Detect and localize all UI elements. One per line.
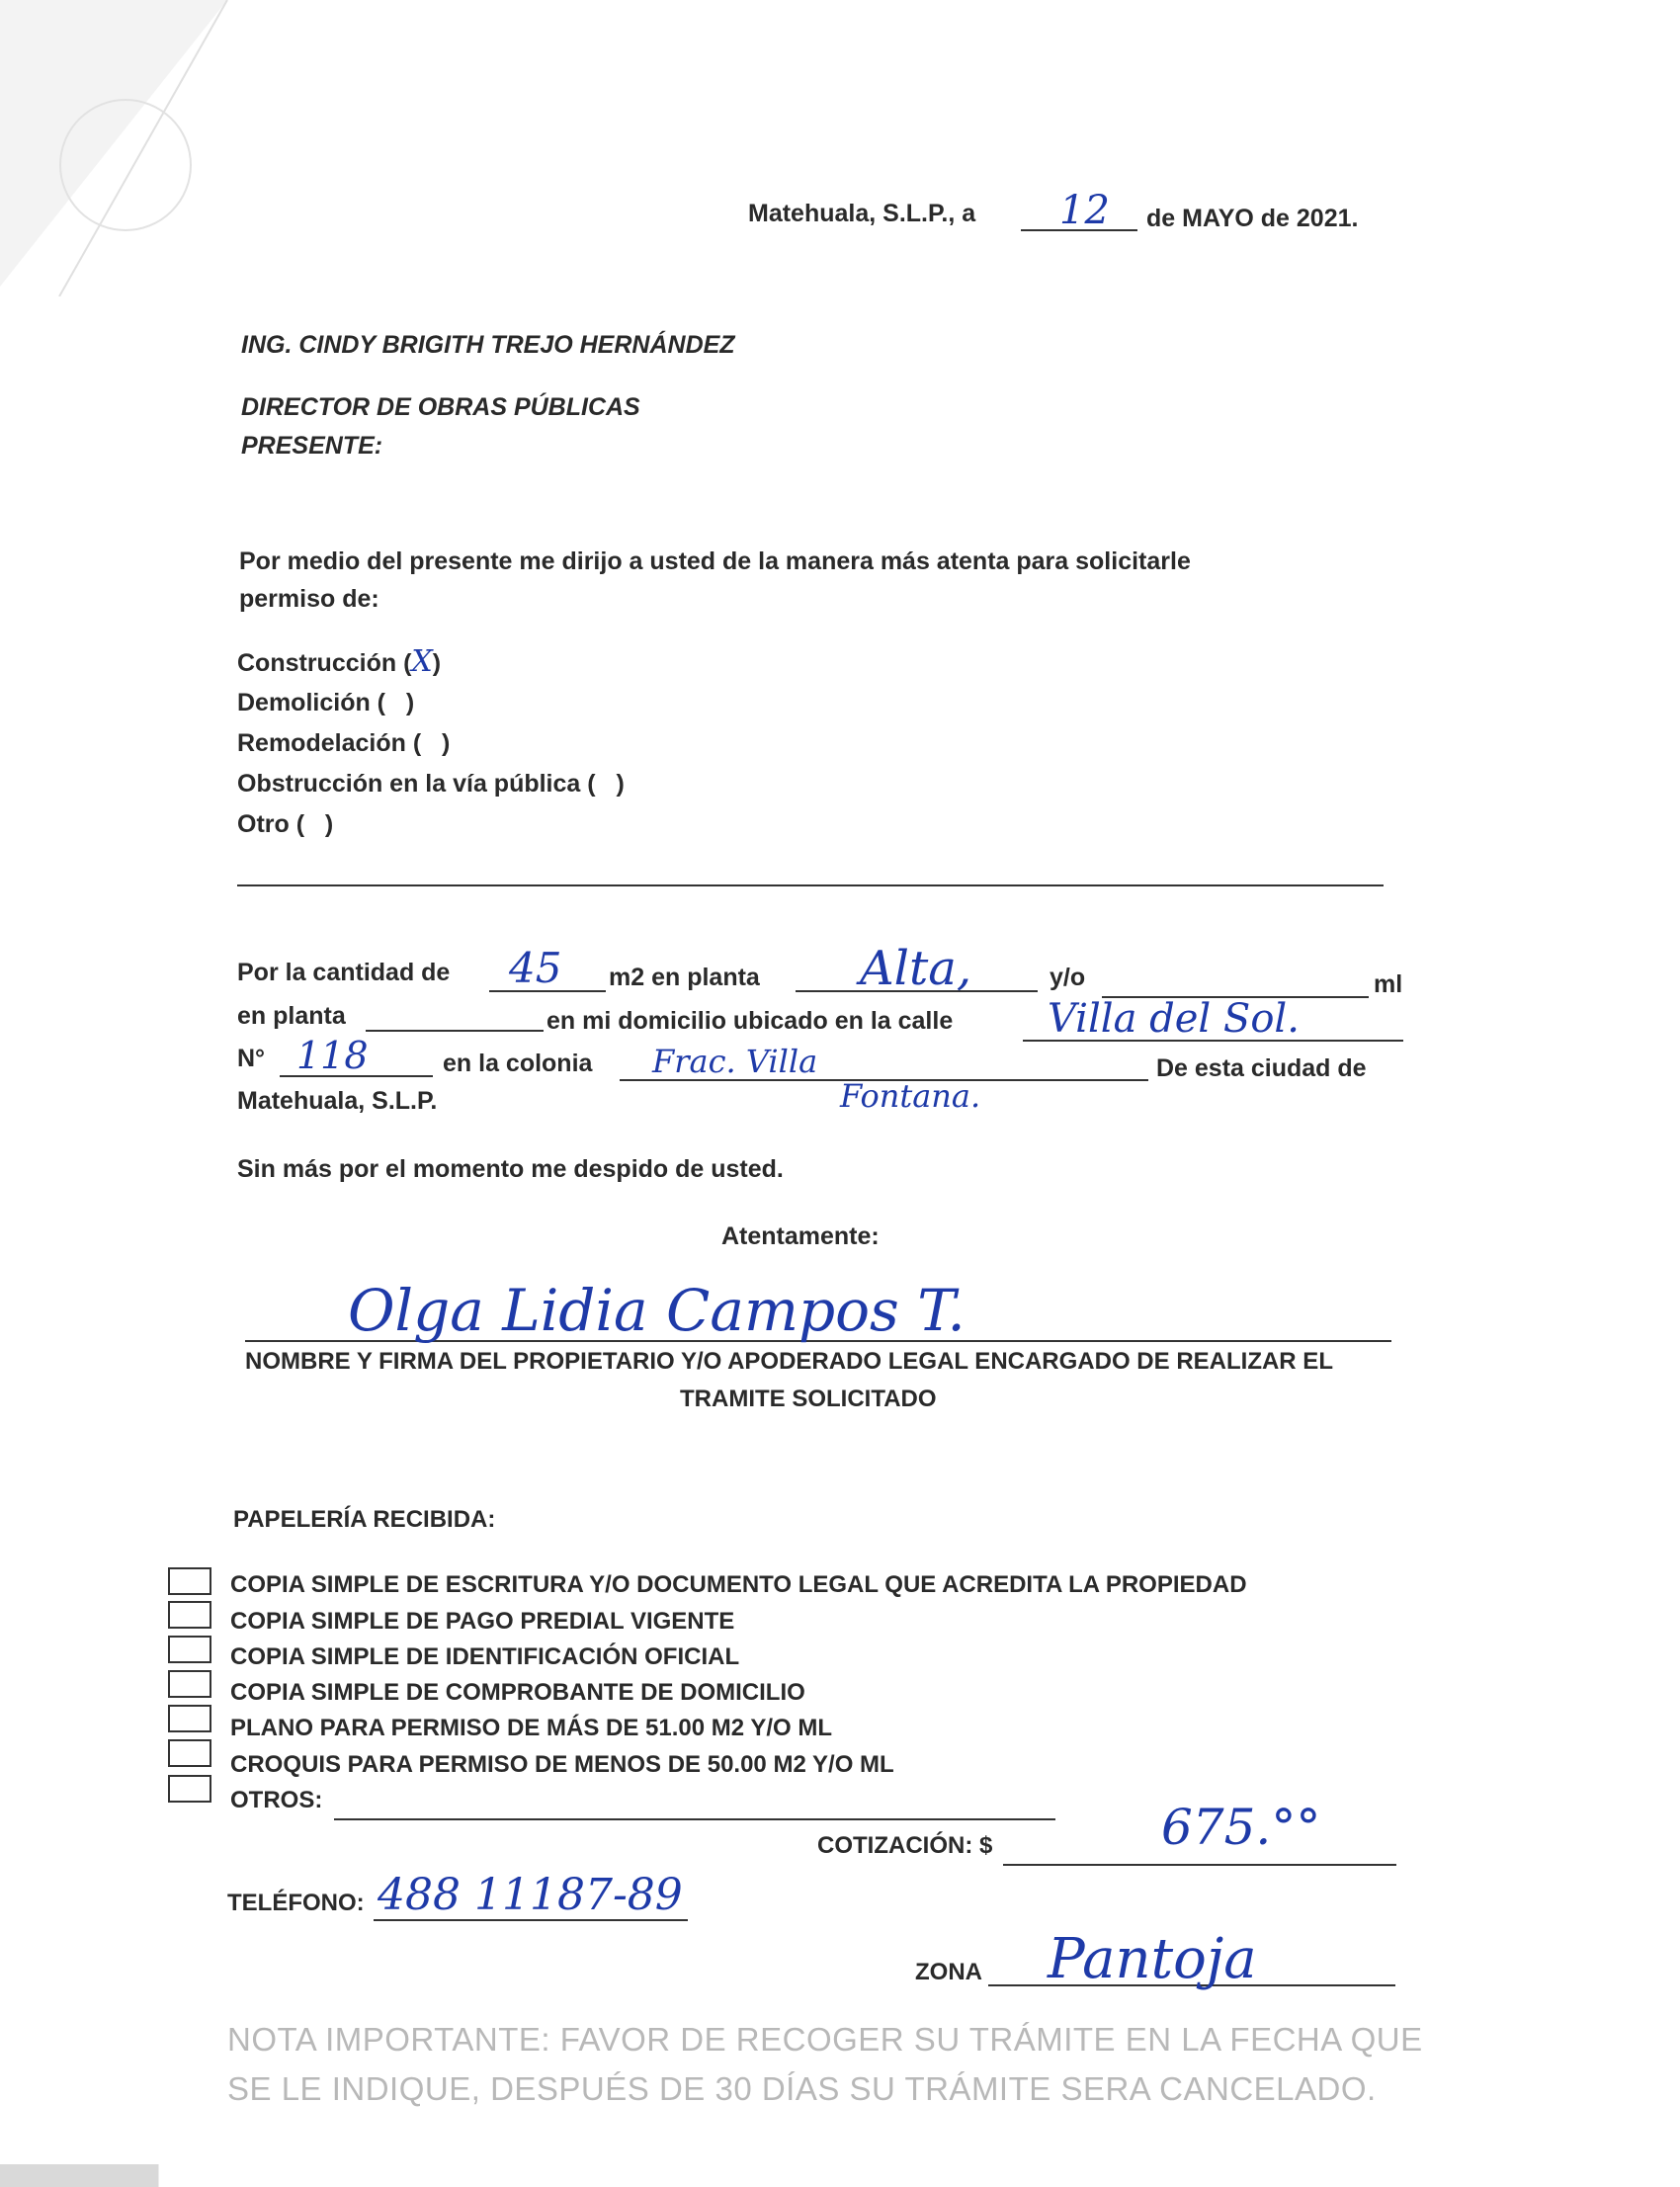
option-label: Construcción ( xyxy=(237,649,412,677)
numero-value: 118 xyxy=(296,1034,369,1077)
addressee-name: ING. CINDY BRIGITH TREJO HERNÁNDEZ xyxy=(241,331,735,359)
intro-line-1: Por medio del presente me dirijo a usted de la manera más atenta para solicitarle xyxy=(239,547,1191,575)
date-suffix: de MAYO de 2021. xyxy=(1146,205,1359,232)
label-domicilio: en mi domicilio ubicado en la calle xyxy=(546,1007,954,1035)
label-yo: y/o xyxy=(1050,964,1086,991)
option-demolicion[interactable] xyxy=(237,687,414,718)
en-planta-line xyxy=(366,1030,544,1032)
label-por-la-cantidad: Por la cantidad de xyxy=(237,959,451,986)
cotizacion-label: COTIZACIÓN: $ xyxy=(817,1832,993,1859)
option-otro[interactable] xyxy=(237,808,333,840)
date-prefix: Matehuala, S.L.P., a xyxy=(748,200,976,227)
paperwork-checkbox-6[interactable] xyxy=(168,1739,211,1767)
planta-value: Alta, xyxy=(860,941,972,996)
cotizacion-value: 675.°° xyxy=(1161,1799,1321,1856)
label-ml: ml xyxy=(1374,970,1403,998)
nota-line-1: NOTA IMPORTANTE: FAVOR DE RECOGER SU TRÁMITE EN LA FECHA QUE xyxy=(227,2021,1423,2058)
option-label: Obstrucción en la vía pública ( xyxy=(237,770,596,798)
paperwork-item-7: OTROS: xyxy=(230,1787,323,1813)
option-remodelacion[interactable] xyxy=(237,727,450,759)
atentamente-text: Atentamente: xyxy=(721,1222,880,1250)
paperwork-checkbox-3[interactable] xyxy=(168,1636,211,1663)
option-label: Demolición ( xyxy=(237,689,386,716)
paperwork-item-1: COPIA SIMPLE DE ESCRITURA Y/O DOCUMENTO LEGAL QUE ACREDITA LA PROPIEDAD xyxy=(230,1571,1247,1598)
scan-bottom-edge xyxy=(0,2164,1680,2187)
paperwork-title: PAPELERÍA RECIBIDA: xyxy=(233,1506,496,1533)
zona-label: ZONA xyxy=(915,1959,982,1985)
option-obstruccion[interactable] xyxy=(237,768,625,799)
option-close: ) xyxy=(324,810,334,838)
option-mark: X xyxy=(411,644,433,679)
label-en-planta: en planta xyxy=(237,1002,346,1030)
label-colonia: en la colonia xyxy=(443,1050,593,1077)
label-numero: N° xyxy=(237,1045,266,1072)
telefono-value: 488 11187-89 xyxy=(378,1870,683,1920)
paperwork-item-2: COPIA SIMPLE DE PAGO PREDIAL VIGENTE xyxy=(230,1608,735,1635)
label-m2-en-planta: m2 en planta xyxy=(609,964,760,991)
date-day-value: 12 xyxy=(1059,188,1110,233)
label-city: Matehuala, S.L.P. xyxy=(237,1087,438,1115)
nota-line-2: SE LE INDIQUE, DESPUÉS DE 30 DÍAS SU TRÁMITE SERA CANCELADO. xyxy=(227,2070,1377,2107)
option-close: ) xyxy=(432,649,442,677)
option-construccion[interactable] xyxy=(237,646,441,679)
colonia-value-line-2: Fontana. xyxy=(840,1077,981,1115)
paperwork-item-5: PLANO PARA PERMISO DE MÁS DE 51.00 M2 Y/O ML xyxy=(230,1715,832,1741)
paperwork-item-3: COPIA SIMPLE DE IDENTIFICACIÓN OFICIAL xyxy=(230,1643,740,1670)
paperwork-checkbox-2[interactable] xyxy=(168,1601,211,1629)
farewell-text: Sin más por el momento me despido de usted. xyxy=(237,1155,784,1183)
paperwork-item-6: CROQUIS PARA PERMISO DE MENOS DE 50.00 M2 Y/O ML xyxy=(230,1751,894,1778)
intro-line-2: permiso de: xyxy=(239,585,379,613)
addressee-position: DIRECTOR DE OBRAS PÚBLICAS xyxy=(241,393,640,421)
telefono-label: TELÉFONO: xyxy=(227,1890,365,1916)
paperwork-checkbox-1[interactable] xyxy=(168,1567,211,1595)
signature-caption-line-2: TRAMITE SOLICITADO xyxy=(680,1386,937,1412)
zona-value: Pantoja xyxy=(1048,1927,1257,1991)
otro-blank-line xyxy=(237,884,1384,886)
paperwork-checkbox-4[interactable] xyxy=(168,1670,211,1698)
option-close: ) xyxy=(405,689,415,716)
paperwork-checkbox-7[interactable] xyxy=(168,1775,211,1803)
paperwork-checkbox-5[interactable] xyxy=(168,1705,211,1732)
otros-line xyxy=(334,1818,1055,1820)
paperwork-item-4: COPIA SIMPLE DE COMPROBANTE DE DOMICILIO xyxy=(230,1679,805,1706)
calle-value: Villa del Sol. xyxy=(1048,996,1300,1042)
signature-caption-line-1: NOMBRE Y FIRMA DEL PROPIETARIO Y/O APODERADO LEGAL ENCARGADO DE REALIZAR EL xyxy=(245,1348,1333,1375)
option-close: ) xyxy=(616,770,625,798)
option-label: Otro ( xyxy=(237,810,305,838)
cotizacion-line xyxy=(1003,1864,1396,1866)
m2-value: 45 xyxy=(509,944,562,992)
option-close: ) xyxy=(442,729,451,757)
label-ciudad: De esta ciudad de xyxy=(1156,1054,1367,1082)
option-label: Remodelación ( xyxy=(237,729,422,757)
addressee-greeting: PRESENTE: xyxy=(241,432,383,460)
faded-stamp-seal xyxy=(59,99,192,231)
colonia-value-line-1: Frac. Villa xyxy=(652,1043,818,1080)
signature-handwritten: Olga Lidia Campos T. xyxy=(348,1277,966,1344)
